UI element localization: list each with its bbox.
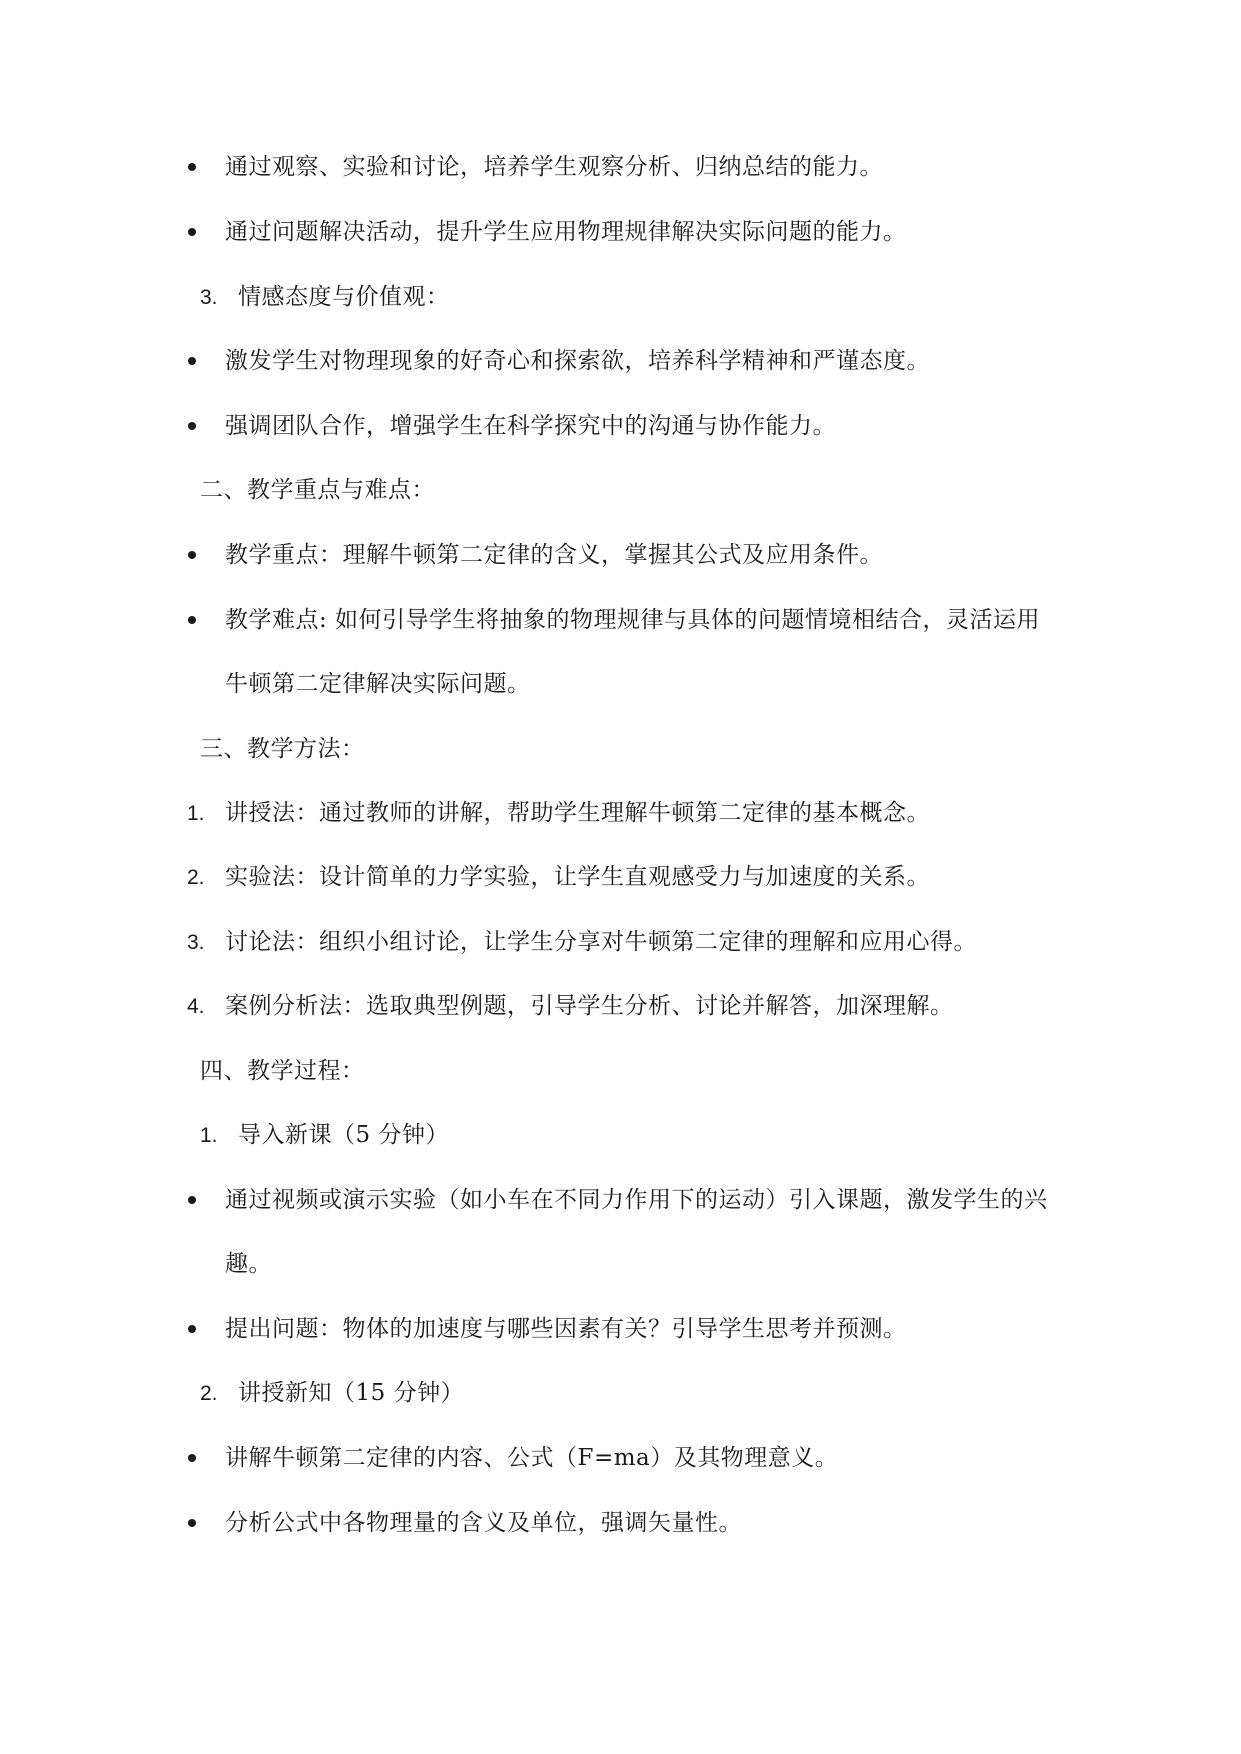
list-item: 强调团队合作，增强学生在科学探究中的沟通与协作能力。 (225, 413, 836, 439)
bullet-icon (188, 163, 196, 171)
list-number: 4. (187, 995, 205, 1018)
bullet-icon (188, 422, 196, 430)
list-item: 讲解牛顿第二定律的内容、公式（F=ma）及其物理意义。 (225, 1445, 839, 1471)
bullet-icon (188, 551, 196, 559)
list-item: 讲授法：通过教师的讲解，帮助学生理解牛顿第二定律的基本概念。 (225, 800, 930, 826)
list-number: 2. (187, 866, 205, 889)
bullet-icon (188, 1454, 196, 1462)
section-heading: 四、教学过程： (200, 1058, 365, 1084)
list-item: 提出问题：物体的加速度与哪些因素有关？引导学生思考并预测。 (225, 1316, 907, 1342)
list-number: 3. (200, 286, 218, 309)
section-heading: 二、教学重点与难点： (200, 477, 435, 503)
list-item: 讨论法：组织小组讨论，让学生分享对牛顿第二定律的理解和应用心得。 (225, 929, 977, 955)
list-number: 2. (200, 1382, 218, 1405)
bullet-icon (188, 357, 196, 365)
bullet-icon (188, 228, 196, 236)
list-number: 1. (187, 802, 205, 825)
bullet-icon (188, 616, 196, 624)
list-item: 通过视频或演示实验（如小车在不同力作用下的运动）引入课题，激发学生的兴 (225, 1187, 1048, 1213)
list-item: 通过问题解决活动，提升学生应用物理规律解决实际问题的能力。 (225, 219, 907, 245)
list-item: 案例分析法：选取典型例题，引导学生分析、讨论并解答，加深理解。 (225, 993, 954, 1019)
list-item-continuation: 趣。 (225, 1251, 272, 1277)
subheading: 导入新课（5 分钟） (238, 1122, 449, 1148)
subheading: 情感态度与价值观： (238, 284, 450, 310)
subheading: 讲授新知（15 分钟） (238, 1380, 465, 1406)
list-item-continuation: 牛顿第二定律解决实际问题。 (225, 671, 531, 697)
section-heading: 三、教学方法： (200, 736, 365, 762)
list-item: 实验法：设计简单的力学实验，让学生直观感受力与加速度的关系。 (225, 864, 930, 890)
list-number: 1. (200, 1124, 218, 1147)
list-item: 分析公式中各物理量的含义及单位，强调矢量性。 (225, 1510, 742, 1536)
list-number: 3. (187, 931, 205, 954)
list-item: 激发学生对物理现象的好奇心和探索欲，培养科学精神和严谨态度。 (225, 348, 930, 374)
bullet-icon (188, 1325, 196, 1333)
list-item: 教学难点: 如何引导学生将抽象的物理规律与具体的问题情境相结合，灵活运用 (225, 607, 1041, 633)
bullet-icon (188, 1196, 196, 1204)
bullet-icon (188, 1519, 196, 1527)
list-item: 通过观察、实验和讨论，培养学生观察分析、归纳总结的能力。 (225, 154, 883, 180)
list-item: 教学重点：理解牛顿第二定律的含义，掌握其公式及应用条件。 (225, 542, 883, 568)
